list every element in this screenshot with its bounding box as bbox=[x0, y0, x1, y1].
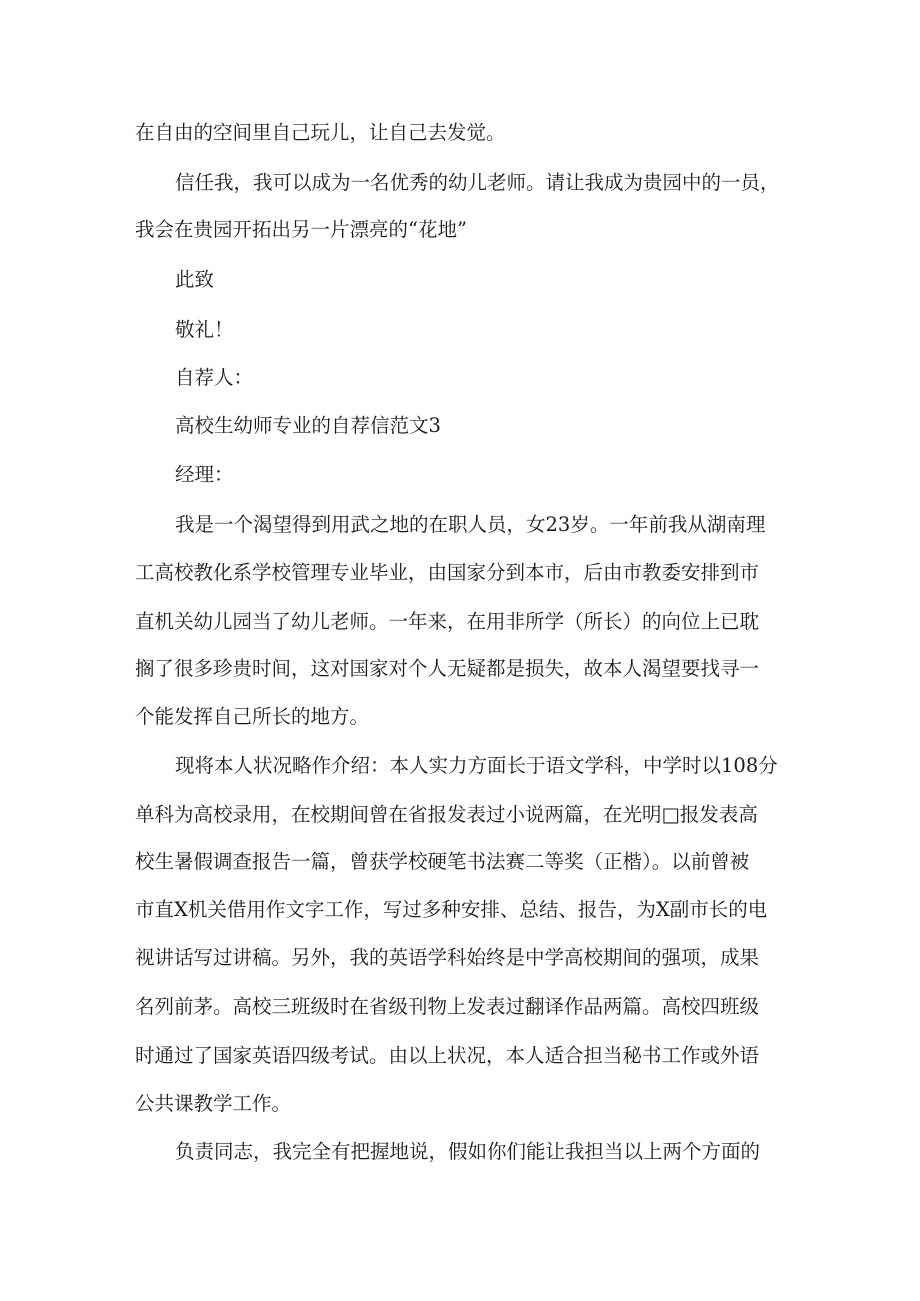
paragraph-line: 工高校教化系学校管理专业毕业，由国家分到本市，后由市教委安排到市 bbox=[135, 561, 760, 584]
paragraph-line: 市直X机关借用作文字工作，写过多种安排、总结、报告，为X副市长的电 bbox=[135, 898, 768, 921]
section-title: 高校生幼师专业的自荐信范文3 bbox=[175, 414, 441, 437]
paragraph-line: 校生暑假调查报告一篇，曾获学校硬笔书法赛二等奖（正楷）。以前曾被 bbox=[135, 850, 750, 873]
paragraph-line: 个能发挥自己所长的地方。 bbox=[135, 705, 370, 728]
paragraph-line: 名列前茅。高校三班级时在省级刊物上发表过翻译作品两篇。高校四班级 bbox=[135, 995, 760, 1018]
paragraph-line: 搁了很多珍贵时间，这对国家对个人无疑都是损失，故本人渴望要找寻一 bbox=[135, 657, 760, 680]
paragraph-line: 我是一个渴望得到用武之地的在职人员，女23岁。一年前我从湖南理 bbox=[175, 513, 766, 536]
paragraph-line: 负责同志，我完全有把握地说，假如你们能让我担当以上两个方面的 bbox=[175, 1140, 761, 1163]
signature-label: 自荐人： bbox=[175, 366, 254, 389]
closing-salutation: 此致 bbox=[175, 268, 215, 291]
letter-body bbox=[135, 0, 785, 1301]
paragraph-line: 视讲话写过讲稿。另外，我的英语学科始终是中学高校期间的强项，成果 bbox=[135, 946, 760, 969]
paragraph-line: 在自由的空间里自己玩儿，让自己去发觉。 bbox=[135, 121, 506, 144]
closing-regards: 敬礼！ bbox=[175, 318, 234, 341]
paragraph-line: 单科为高校录用，在校期间曾在省报发表过小说两篇，在光明□报发表高 bbox=[135, 803, 758, 826]
paragraph-line: 时通过了国家英语四级考试。由以上状况，本人适合担当秘书工作或外语 bbox=[135, 1044, 760, 1067]
greeting: 经理： bbox=[175, 463, 234, 486]
paragraph-line: 现将本人状况略作介绍：本人实力方面长于语文学科，中学时以108分 bbox=[175, 754, 778, 777]
paragraph-line: 直机关幼儿园当了幼儿老师。一年来，在用非所学（所长）的向位上已耽 bbox=[135, 610, 760, 633]
paragraph-line: 信任我，我可以成为一名优秀的幼儿老师。请让我成为贵园中的一员， bbox=[175, 171, 780, 194]
paragraph-line: 我会在贵园开拓出另一片漂亮的“花地” bbox=[135, 218, 467, 241]
paragraph-line: 公共课教学工作。 bbox=[135, 1092, 292, 1115]
